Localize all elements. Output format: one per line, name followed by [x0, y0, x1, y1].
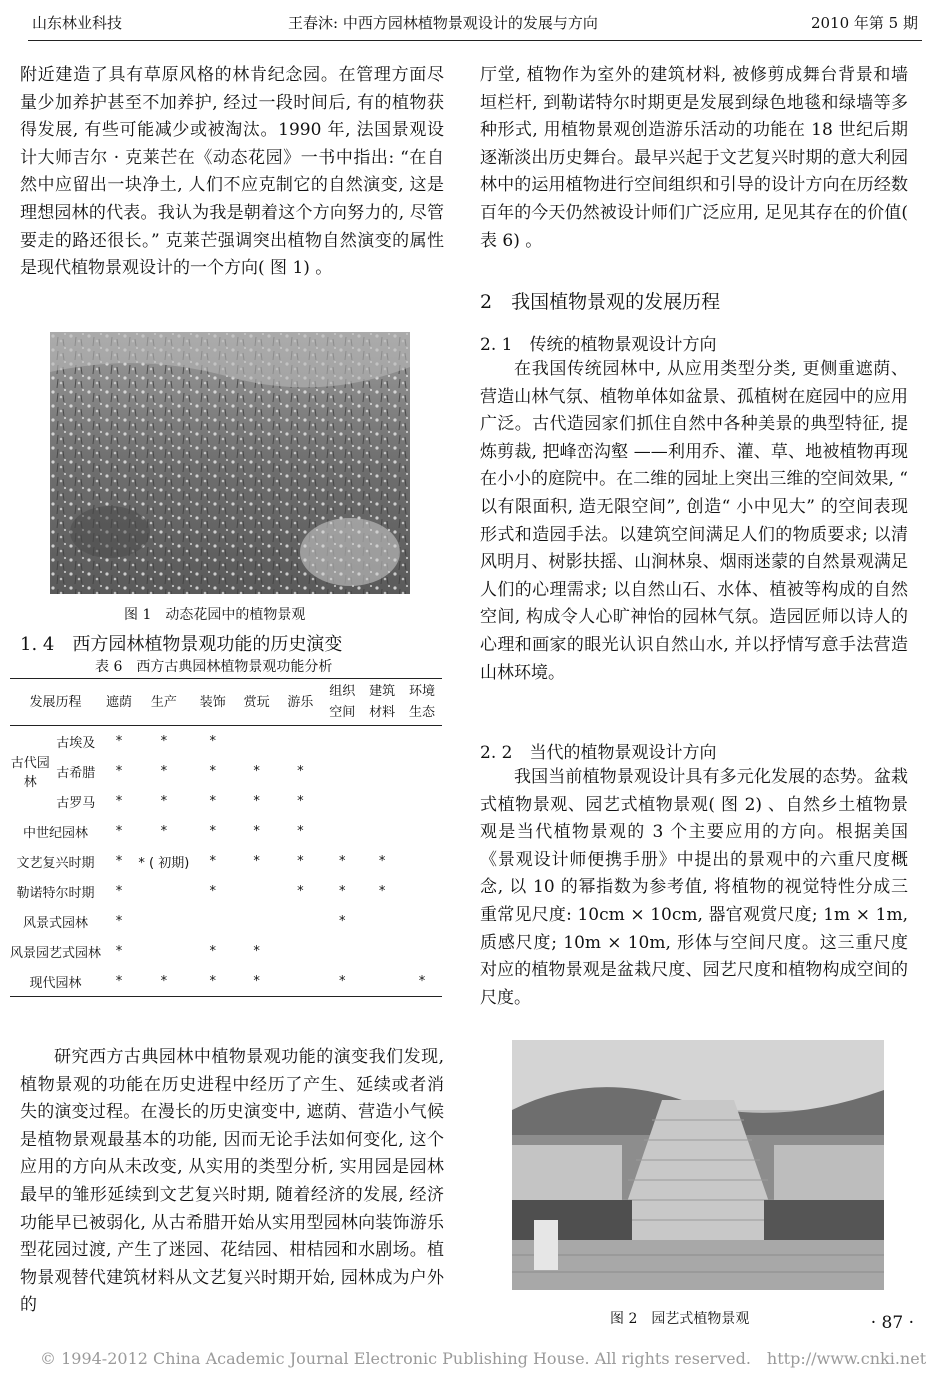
right-paragraph-3: 我国当前植物景观设计具有多元化发展的态势。盆栽式植物景观、园艺式植物景观( 图 2) 、自然乡土植物景观是当代植物景观的 3 个主要应用的方向。根据美国《景观设计师便携手册》中提出的景观中的六重尺度概念, 以 10 的幂指数为参考值, 将植物的视觉特性分成三重常见尺度: 10cm × 10cm, 器官观赏尺度; 1m × 1m, 质感尺度; 10m × 10m, 形体与空间尺度。这三重尺度对应的植物景观是盆栽尺度、园艺尺度和植物构成空间的尺度。: [480, 767, 908, 1008]
table-header-row: [10, 679, 442, 726]
figure-1-image: [50, 332, 410, 594]
figure-2-caption: 图 2 园艺式植物景观: [610, 1311, 750, 1327]
figure-1-graphic: [50, 332, 410, 594]
header-ecology: 环境 生态: [409, 684, 436, 720]
table-6: [10, 678, 442, 997]
table-row: 古希腊 * * * * *: [56, 763, 304, 781]
header-rule: [28, 40, 922, 41]
section-1-4-heading: 1. 4 西方园林植物景观功能的历史演变: [20, 634, 343, 655]
table-row: 古罗马 * * * * *: [56, 793, 304, 811]
figure-2-image: [512, 1040, 884, 1290]
table-row: 文艺复兴时期 * * ( 初期) * * * * *: [16, 853, 386, 871]
table-row: 勒诺特尔时期 * * * * *: [16, 883, 386, 901]
copyright-footer: © 1994-2012 China Academic Journal Electronic Publishing House. All rights reserved. http://www.cnki.net: [40, 1349, 927, 1368]
page-number: · 87 ·: [870, 1313, 914, 1333]
figure-2-graphic: [512, 1040, 884, 1290]
header-space: 组织 空间: [329, 684, 356, 720]
header-production: 生产: [150, 694, 177, 710]
section-2-heading: 2 我国植物景观的发展历程: [480, 291, 721, 313]
section-2-2-heading: 2. 2 当代的植物景观设计方向: [480, 743, 717, 763]
table-row: 现代园林 * * * * * *: [10, 966, 442, 997]
table-row: 风景式园林 * *: [23, 913, 346, 931]
table-row: 风景园艺式园林 * * *: [10, 943, 260, 961]
header-stage: 发展历程: [29, 694, 82, 710]
header-decoration: 装饰: [199, 694, 226, 710]
left-paragraph-2: 研究西方古典园林中植物景观功能的演变我们发现, 植物景观的功能在历史进程中经历了产生、延续或者消失的演变过程。在漫长的历史演变中, 遮荫、营造小气候是植物景观最基本的功能, 因而无论手法如何变化, 这个应用的方向从未改变, 从实用的类型分析, 实用园是园林最早的雏形延续到文艺复兴时期, 随着经济的发展, 经济功能早已被弱化, 从古希腊开始从实用型园林向装饰游乐型花园过渡, 产生了迷园、花结园、柑桔园和水剧场。植物景观替代建筑材料从文艺复兴时期开始, 园林成为户外的: [20, 1047, 444, 1316]
section-2-1-heading: 2. 1 传统的植物景观设计方向: [480, 335, 717, 355]
header-material: 建筑 材料: [369, 684, 396, 720]
right-paragraph-2: 在我国传统园林中, 从应用类型分类, 更侧重遮荫、营造山林气氛、植物单体如盆景、孤植树在庭园中的应用广泛。古代造园家们抓住自然中各种美景的典型特征, 提炼剪裁, 把峰峦沟壑 ——利用乔、灌、草、地被植物再现在小小的庭院中。在二维的园址上突出三维的空间效果, “ 以有限面积, 造无限空间”, 创造“ 小中见大” 的空间表现形式和造园手法。以建筑空间满足人们的物质要求; 以清风明月、树影扶摇、山涧林泉、烟雨迷蒙的自然景观满足人们的心理需求; 以自然山石、水体、植被等构成的自然空间, 构成令人心旷神怡的园林气氛。造园匠师以诗人的心理和画家的眼光认识自然山水, 并以抒情写意手法营造山林环境。: [480, 359, 908, 683]
issue-label: 2010 年第 5 期: [810, 14, 918, 32]
header-shade: 遮荫: [105, 694, 132, 710]
table-row: 古代园林 古埃及 * * *: [10, 726, 442, 757]
left-paragraph-1: 附近建造了具有草原风格的林肯纪念园。在管理方面尽量少加养护甚至不加养护, 经过一段时间后, 有的植物获得发展, 有些可能减少或被淘汰。1990 年, 法国景观设计大师吉尔 · 克莱芒在《动态花园》一书中指出: “在自然中应留出一块净土, 人们不应克制它的自然演变, 这是理想园林的代表。我认为我是朝着这个方向努力的, 尽管要走的路还很长。” 克莱芒强调突出植物自然演变的属性是现代植物景观设计的一个方向( 图 1) 。: [20, 65, 444, 279]
figure-1-caption: 图 1 动态花园中的植物景观: [124, 607, 306, 623]
header-appreciation: 赏玩: [243, 694, 270, 710]
journal-name: 山东林业科技: [32, 14, 123, 32]
group-ancient: 古代园林: [10, 756, 50, 790]
table-6-caption: 表 6 西方古典园林植物景观功能分析: [95, 659, 333, 675]
header-recreation: 游乐: [287, 694, 314, 710]
running-title: 王春沐: 中西方园林植物景观设计的发展与方向: [288, 14, 598, 32]
right-paragraph-1: 厅堂, 植物作为室外的建筑材料, 被修剪成舞台背景和墙垣栏杆, 到勒诺特尔时期更是发展到绿色地毯和绿墙等多种形式, 用植物景观创造游乐活动的功能在 18 世纪后期逐渐淡出历史舞台。最早兴起于文艺复兴时期的意大利园林中的运用植物进行空间组织和引导的设计方向在历经数百年的今天仍然被设计师们广泛应用, 足见其存在的价值( 表 6) 。: [480, 65, 908, 251]
table-row: 中世纪园林 * * * * *: [23, 823, 304, 841]
